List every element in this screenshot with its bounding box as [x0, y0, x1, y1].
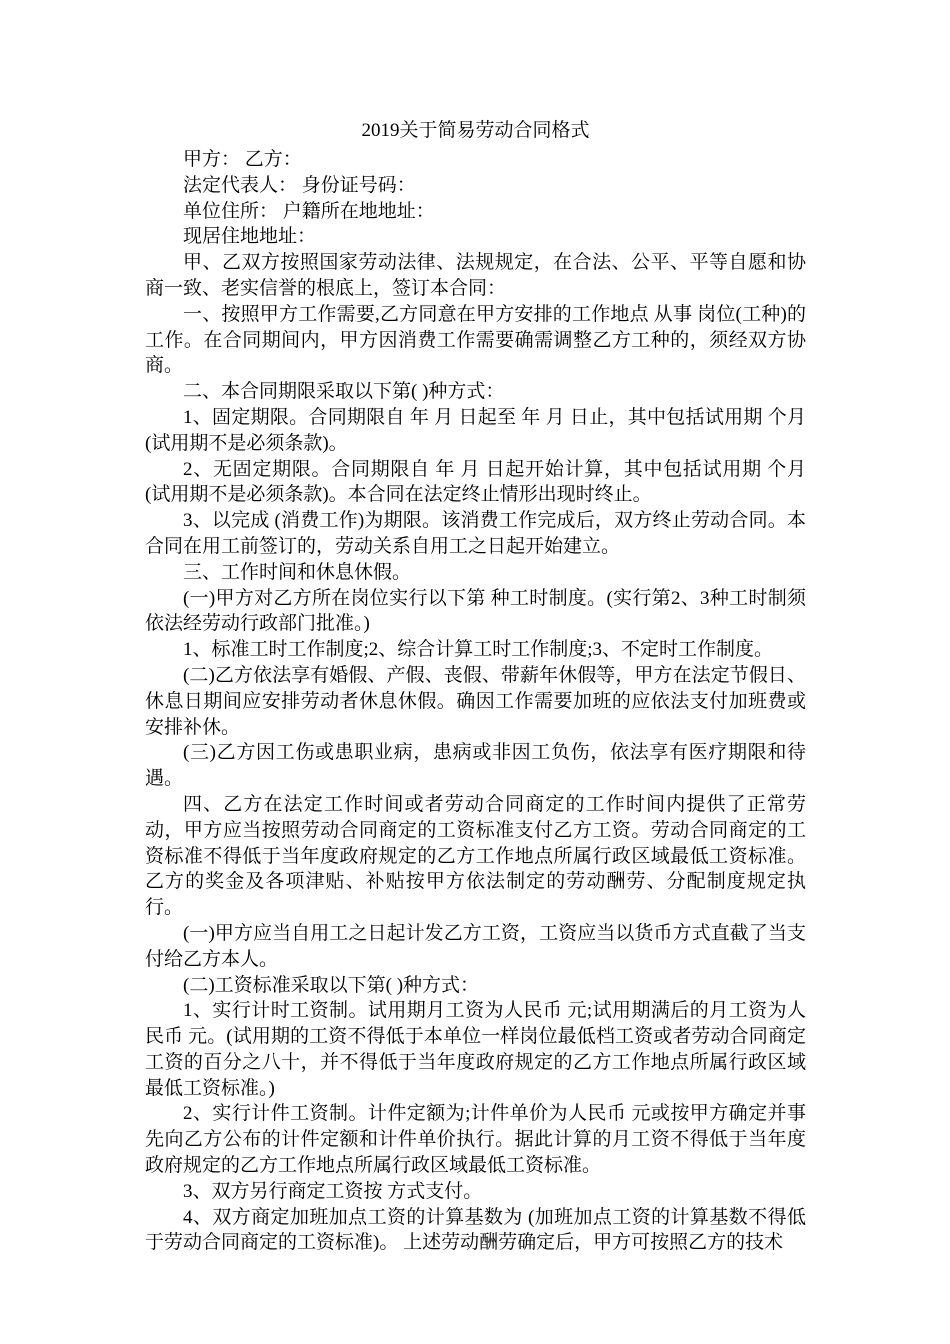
paragraph-legal-representative: 法定代表人： 身份证号码： [183, 174, 416, 196]
paragraph-clause-3-item-1: (一)甲方对乙方所在岗位实行以下第 种工时制度。(实行第2、3种工时制须依法经劳动行政部门批准。) [145, 587, 806, 635]
paragraph-clause-1: 一、按照甲方工作需要,乙方同意在甲方安排的工作地点 从事 岗位(工种)的工作。在合同期间内，甲方因消费工作需要确需调整乙方工种的，须经双方协商。 [145, 303, 806, 377]
paragraph-clause-4-item-2: (二)工资标准采取以下第( )种方式： [183, 974, 480, 996]
paragraph-clause-4-item-2-option-3: 3、双方另行商定工资按 方式支付。 [183, 1180, 483, 1202]
document-title: 2019关于简易劳动合同格式 [361, 120, 590, 141]
paragraph-address: 单位住所： 户籍所在地地址： [183, 200, 435, 222]
paragraph-clause-3-item-1-options: 1、标准工时工作制度;2、综合计算工时工作制度;3、不定时工作制度。 [183, 639, 774, 661]
paragraph-clause-2-item-3: 3、以完成 (消费工作)为期限。该消费工作完成后，双方终止劳动合同。本合同在用工前签订的，劳动关系自用工之日起开始建立。 [145, 510, 806, 557]
paragraph-clause-4: 四、乙方在法定工作时间或者劳动合同商定的工作时间内提供了正常劳动，甲方应当按照劳动合同商定的工资标准支付乙方工资。劳动合同商定的工资标准不得低于当年度政府规定的乙方工作地点所属行政区域最低工资标准。乙方的奖金及各项津贴、补贴按甲方依法制定的劳动酬劳、分配制度规定执行。 [145, 793, 806, 919]
paragraph-current-address: 现居住地地址： [183, 226, 317, 248]
paragraph-clause-2-item-2: 2、无固定期限。合同期限自 年 月 日起开始计算，其中包括试用期 个月(试用期不是必须条款)。本合同在法定终止情形出现时终止。 [145, 458, 806, 506]
paragraph-clause-2-item-1: 1、固定期限。合同期限自 年 月 日起至 年 月 日止，其中包括试用期 个月(试用期不是必须条款)。 [145, 406, 806, 454]
paragraph-preamble: 甲、乙双方按照国家劳动法律、法规规定，在合法、公平、平等自愿和协商一致、老实信誉的根底上，签订本合同： [145, 252, 806, 299]
paragraph-clause-4-item-2-option-2: 2、实行计件工资制。计件定额为;计件单价为人民币 元或按甲方确定并事先向乙方公布的计件定额和计件单价执行。据此计算的月工资不得低于当年度政府规定的乙方工作地点所属行政区域最低工资标准。 [145, 1103, 806, 1177]
paragraph-clause-3: 三、工作时间和休息休假。 [183, 561, 412, 583]
paragraph-clause-4-item-1: (一)甲方应当自用工之日起计发乙方工资，工资应当以货币方式直截了当支付给乙方本人。 [145, 922, 806, 970]
paragraph-clause-4-item-2-option-4: 4、双方商定加班加点工资的计算基数为 (加班加点工资的计算基数不得低于劳动合同商定的工资标准)。 上述劳动酬劳确定后，甲方可按照乙方的技术 [145, 1206, 806, 1254]
paragraph-clause-2: 二、本合同期限采取以下第( )种方式： [183, 381, 505, 403]
paragraph-clause-3-item-2: (二)乙方依法享有婚假、产假、丧假、带薪年休假等，甲方在法定节假日、休息日期间应安排劳动者休息休假。确因工作需要加班的应依法支付加班费或安排补休。 [145, 664, 806, 738]
paragraph-clause-3-item-3: (三)乙方因工伤或患职业病，患病或非因工负伤，依法享有医疗期限和待遇。 [145, 742, 806, 790]
paragraph-parties: 甲方： 乙方： [183, 149, 302, 170]
paragraph-clause-4-item-2-option-1: 1、实行计时工资制。试用期月工资为人民币 元;试用期满后的月工资为人民币 元。(试用期的工资不得低于本单位一样岗位最低档工资或者劳动合同商定工资的百分之八十，并不得低于当年度政府规定的乙方工作地点所属行政区域最低工资标准。) [145, 1000, 806, 1099]
